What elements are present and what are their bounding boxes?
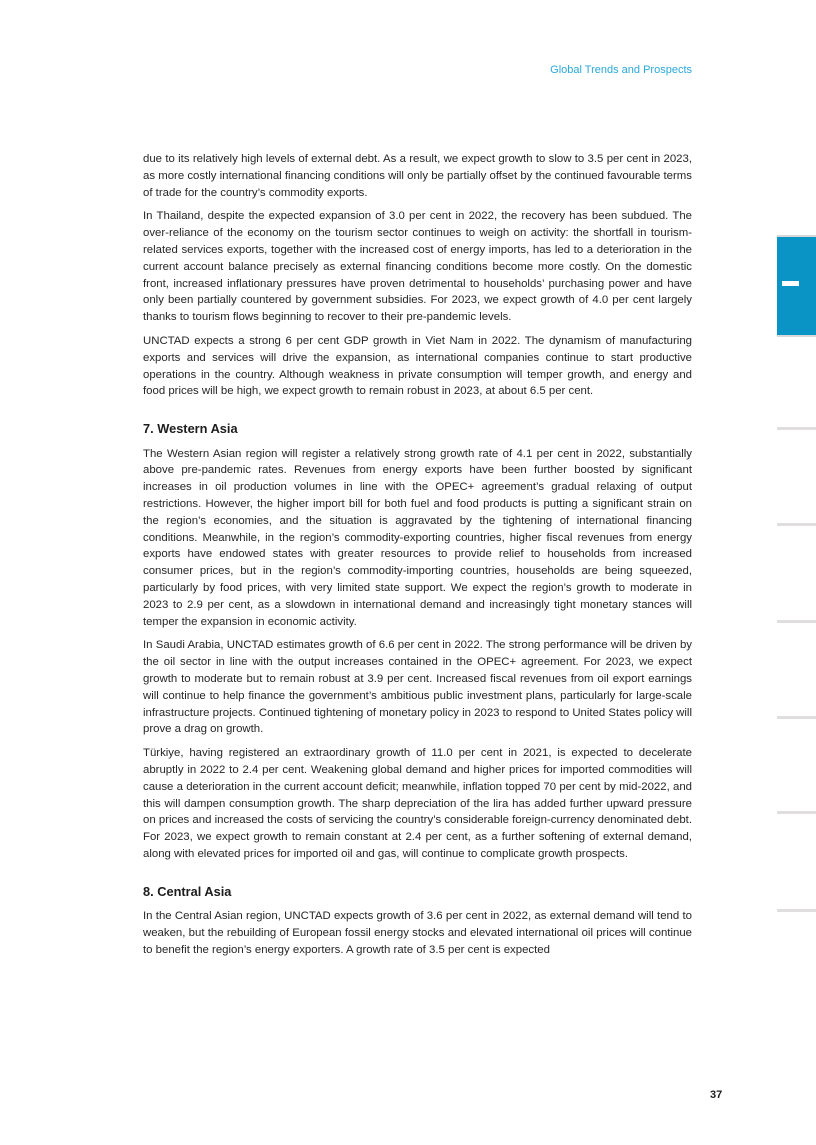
body-text <box>143 151 692 966</box>
page-number: 37 <box>710 1089 723 1101</box>
paragraph-vietnam: UNCTAD expects a strong 6 per cent GDP growth in Viet Nam in 2022. The dynamism of manufacturing exports and services will drive the expansion, as international companies continue to start productive operations in the country. Although weakness in private consumption will temper growth, and energy and food prices will be high, we expect growth to remain robust in 2023, at about 6.5 per cent. <box>143 334 692 398</box>
chapter-edge-line <box>777 811 816 814</box>
chapter-edge-line <box>777 523 816 526</box>
chapter-edge-line <box>777 427 816 430</box>
section-heading-central-asia: 8. Central Asia <box>143 883 232 899</box>
chapter-edge-line <box>777 909 816 912</box>
chapter-edge-line <box>777 716 816 719</box>
paragraph-saudi-arabia: In Saudi Arabia, UNCTAD estimates growth of 6.6 per cent in 2022. The strong performance will be driven by the oil sector in line with the output increases contained in the OPEC+ agreement. For 2023, we expect growth to moderate but to remain robust at 3.9 per cent. Increased fiscal revenues from oil export earnings will continue to help finance the government’s ambitious public investment plans, particularly for large-scale infrastructure projects. Continued tightening of monetary policy in 2023 to respond to United States policy will prove a drag on growth. <box>143 639 692 736</box>
paragraph-turkiye: Türkiye, having registered an extraordinary growth of 11.0 per cent in 2021, is expected to decelerate abruptly in 2022 to 2.4 per cent. Weakening global demand and higher prices for imported commodities will cause a deterioration in the current account deficit; meanwhile, inflation topped 70 per cent by mid-2022, and this will dampen consumption growth. The sharp depreciation of the lira has added further upward pressure on prices and increased the costs of servicing the country’s considerable foreign-currency denominated debt. For 2023, we expect growth to remain constant at 2.4 per cent, as a further softening of external demand, along with elevated prices for imported oil and gas, will continue to complicate growth prospects. <box>143 747 692 860</box>
paragraph-central-asia-region: In the Central Asian region, UNCTAD expects growth of 3.6 per cent in 2022, as external demand will tend to weaken, but the rebuilding of European fossil energy stocks and elevated international oil prices will continue to benefit the region’s energy exporters. A growth rate of 3.5 per cent is expected <box>143 910 692 956</box>
paragraph-thailand: In Thailand, despite the expected expansion of 3.0 per cent in 2022, the recovery has been subdued. The over-reliance of the economy on the tourism sector continues to weigh on activity: the shortfall in tourism-related services exports, together with the increased cost of energy imports, has led to a deterioration in the current account balance precisely as external financing conditions become more costly. On the domestic front, increased inflationary pressures have proven detrimental to households’ purchasing power and have only been partially countered by government subsidies. For 2023, we expect growth of 4.0 per cent largely thanks to tourism flows beginning to recover to their pre-pandemic levels. <box>143 210 692 324</box>
chapter-tab-dash-icon <box>782 281 799 286</box>
chapter-edge-line <box>777 620 816 623</box>
chapter-edge-tab <box>777 235 816 337</box>
section-heading-western-asia: 7. Western Asia <box>143 421 238 437</box>
running-header: Global Trends and Prospects <box>550 64 692 76</box>
paragraph-external-debt: due to its relatively high levels of external debt. As a result, we expect growth to slow to 3.5 per cent in 2023, as more costly international financing conditions will only be partially offset by the continued favourable terms of trade for the country’s commodity exports. <box>143 153 692 199</box>
paragraph-western-asia-region: The Western Asian region will register a relatively strong growth rate of 4.1 per cent in 2022, substantially above pre-pandemic rates. Revenues from energy exports have been further boosted by significant increases in oil production volumes in line with the OPEC+ agreement’s gradual relaxing of output restrictions. However, the higher import bill for both fuel and food products is putting a significant strain on the region’s economies, and the situation is aggravated by the tightening of international financing conditions. Meanwhile, in the region’s commodity-exporting countries, higher fiscal revenues from energy exports have endowed states with greater resources to provide relief to households from increased consumer prices, but in the region’s commodity-importing countries, households are being squeezed, particularly by food prices, with very limited state support. We expect the region’s growth to moderate in 2023 to 2.9 per cent, as a slowdown in international demand and increasingly tight monetary stances will temper the expansion in economic activity. <box>143 447 692 628</box>
